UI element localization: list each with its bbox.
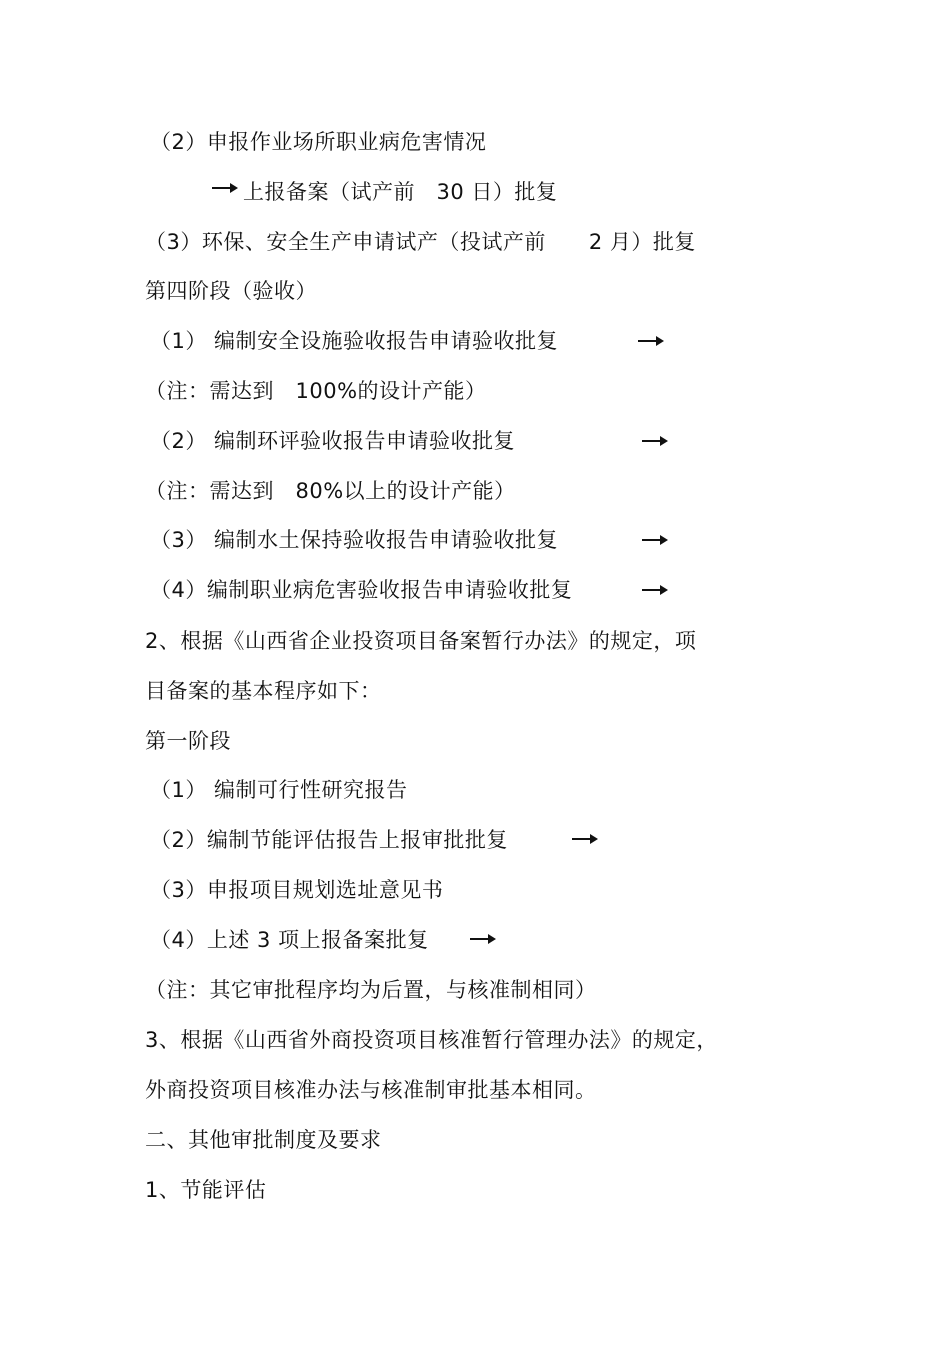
right-arrow-icon xyxy=(642,539,666,541)
note-line: （注：需达到 80%以上的设计产能） xyxy=(145,479,516,503)
text-line: （2） 编制环评验收报告申请验收批复 xyxy=(150,429,516,453)
right-arrow-icon xyxy=(642,589,666,591)
right-arrow-icon xyxy=(470,938,494,940)
text-line: （3）环保、安全生产申请试产（投试产前 2 月）批复 xyxy=(145,230,696,254)
paragraph-line: 目备案的基本程序如下： xyxy=(145,679,382,703)
paragraph-line: 2、根据《山西省企业投资项目备案暂行办法》的规定，项 xyxy=(145,629,697,653)
note-line: （注：其它审批程序均为后置，与核准制相同） xyxy=(145,978,597,1002)
text-line: （1） 编制可行性研究报告 xyxy=(150,778,408,802)
paragraph-line: 3、根据《山西省外商投资项目核准暂行管理办法》的规定， xyxy=(145,1028,718,1052)
text-line: （4）上述 3 项上报备案批复 xyxy=(150,928,429,952)
section-heading: 第一阶段 xyxy=(145,729,231,753)
text-line: （2）申报作业场所职业病危害情况 xyxy=(150,130,487,154)
right-arrow-icon xyxy=(212,187,236,189)
right-arrow-icon xyxy=(642,440,666,442)
text-line: （2）编制节能评估报告上报审批批复 xyxy=(150,828,508,852)
section-heading: 第四阶段（验收） xyxy=(145,279,317,303)
right-arrow-icon xyxy=(572,838,596,840)
right-arrow-icon xyxy=(638,340,662,342)
section-heading: 二、其他审批制度及要求 xyxy=(145,1128,382,1152)
note-line: （注：需达到 100%的设计产能） xyxy=(145,379,487,403)
text-line: （3）申报项目规划选址意见书 xyxy=(150,878,444,902)
text-line: 上报备案（试产前 30 日）批复 xyxy=(243,180,558,204)
section-heading: 1、节能评估 xyxy=(145,1178,267,1202)
text-line: （3） 编制水土保持验收报告申请验收批复 xyxy=(150,528,559,552)
paragraph-line: 外商投资项目核准办法与核准制审批基本相同。 xyxy=(145,1078,597,1102)
text-line: （4）编制职业病危害验收报告申请验收批复 xyxy=(150,578,573,602)
text-line: （1） 编制安全设施验收报告申请验收批复 xyxy=(150,329,559,353)
